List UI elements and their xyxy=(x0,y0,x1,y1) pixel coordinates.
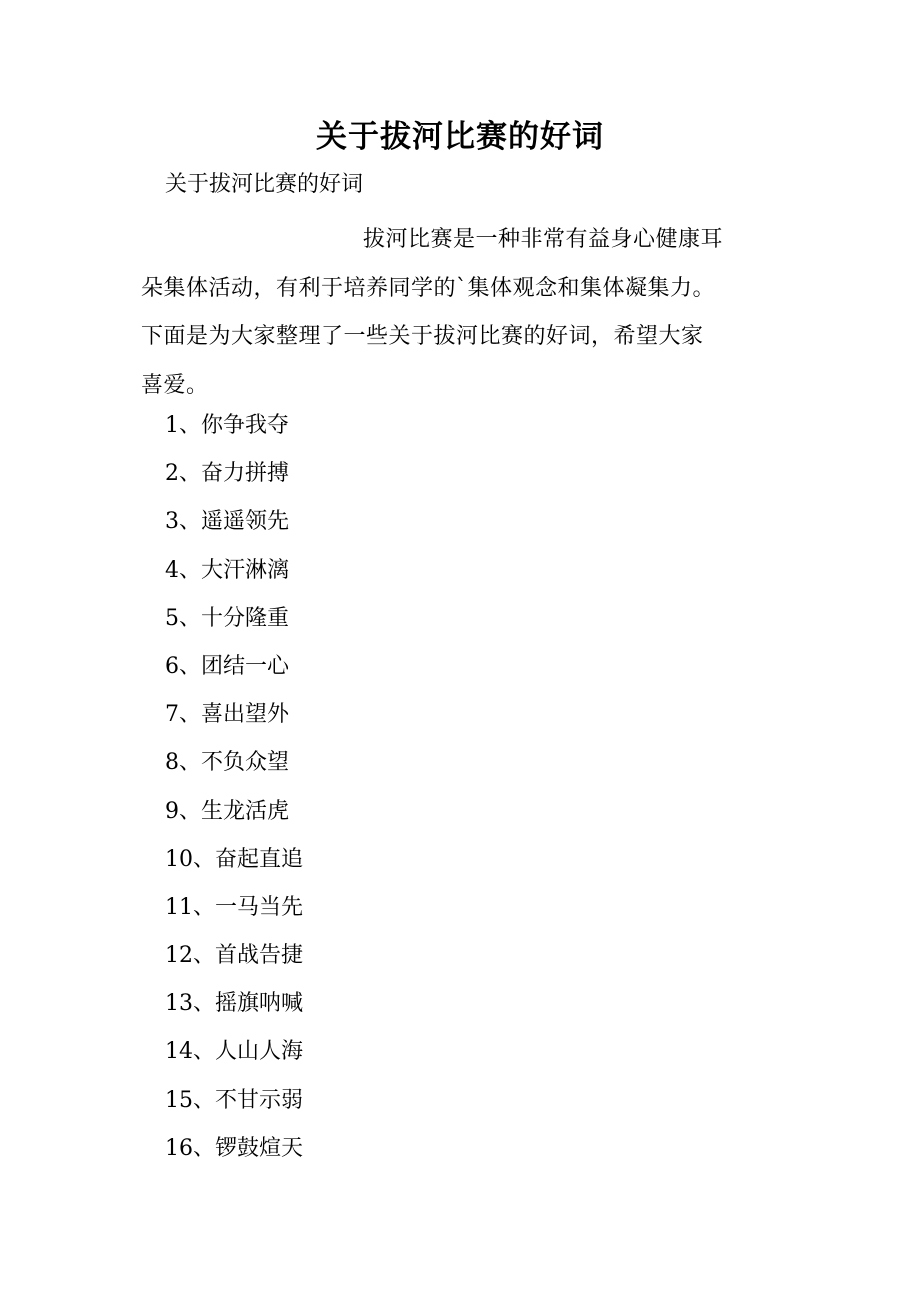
intro-line: 拔河比赛是一种非常有益身心健康耳 xyxy=(363,227,724,252)
list-item: 5、十分隆重 xyxy=(165,605,289,631)
list-item: 2、奋力拼搏 xyxy=(165,461,289,487)
list-item: 7、喜出望外 xyxy=(165,702,289,728)
list-item: 3、遥遥领先 xyxy=(165,509,289,535)
list-item: 13、摇旗呐喊 xyxy=(165,991,303,1017)
list-item: 15、不甘示弱 xyxy=(165,1087,303,1113)
list-item: 9、生龙活虎 xyxy=(165,798,289,824)
intro-paragraph xyxy=(141,216,781,410)
list-item: 11、一马当先 xyxy=(165,894,303,920)
list-item: 8、不负众望 xyxy=(165,750,289,776)
list-item: 14、人山人海 xyxy=(165,1039,303,1065)
list-item: 6、团结一心 xyxy=(165,653,289,679)
intro-line: 朵集体活动，有利于培养同学的`集体观念和集体凝集力。 xyxy=(141,275,716,301)
list-item: 10、奋起直追 xyxy=(165,846,303,872)
intro-line: 喜爱。 xyxy=(141,372,209,398)
list-item: 4、大汗淋漓 xyxy=(165,557,289,583)
phrase-list xyxy=(165,406,303,1177)
list-item: 1、你争我夺 xyxy=(165,413,289,438)
list-item: 16、锣鼓煊天 xyxy=(165,1135,303,1161)
document-title: 关于拔河比赛的好词 xyxy=(316,119,604,155)
intro-line: 下面是为大家整理了一些关于拔河比赛的好词，希望大家 xyxy=(141,324,704,349)
list-item: 12、首战告捷 xyxy=(165,943,303,969)
document-subtitle: 关于拔河比赛的好词 xyxy=(165,172,364,197)
